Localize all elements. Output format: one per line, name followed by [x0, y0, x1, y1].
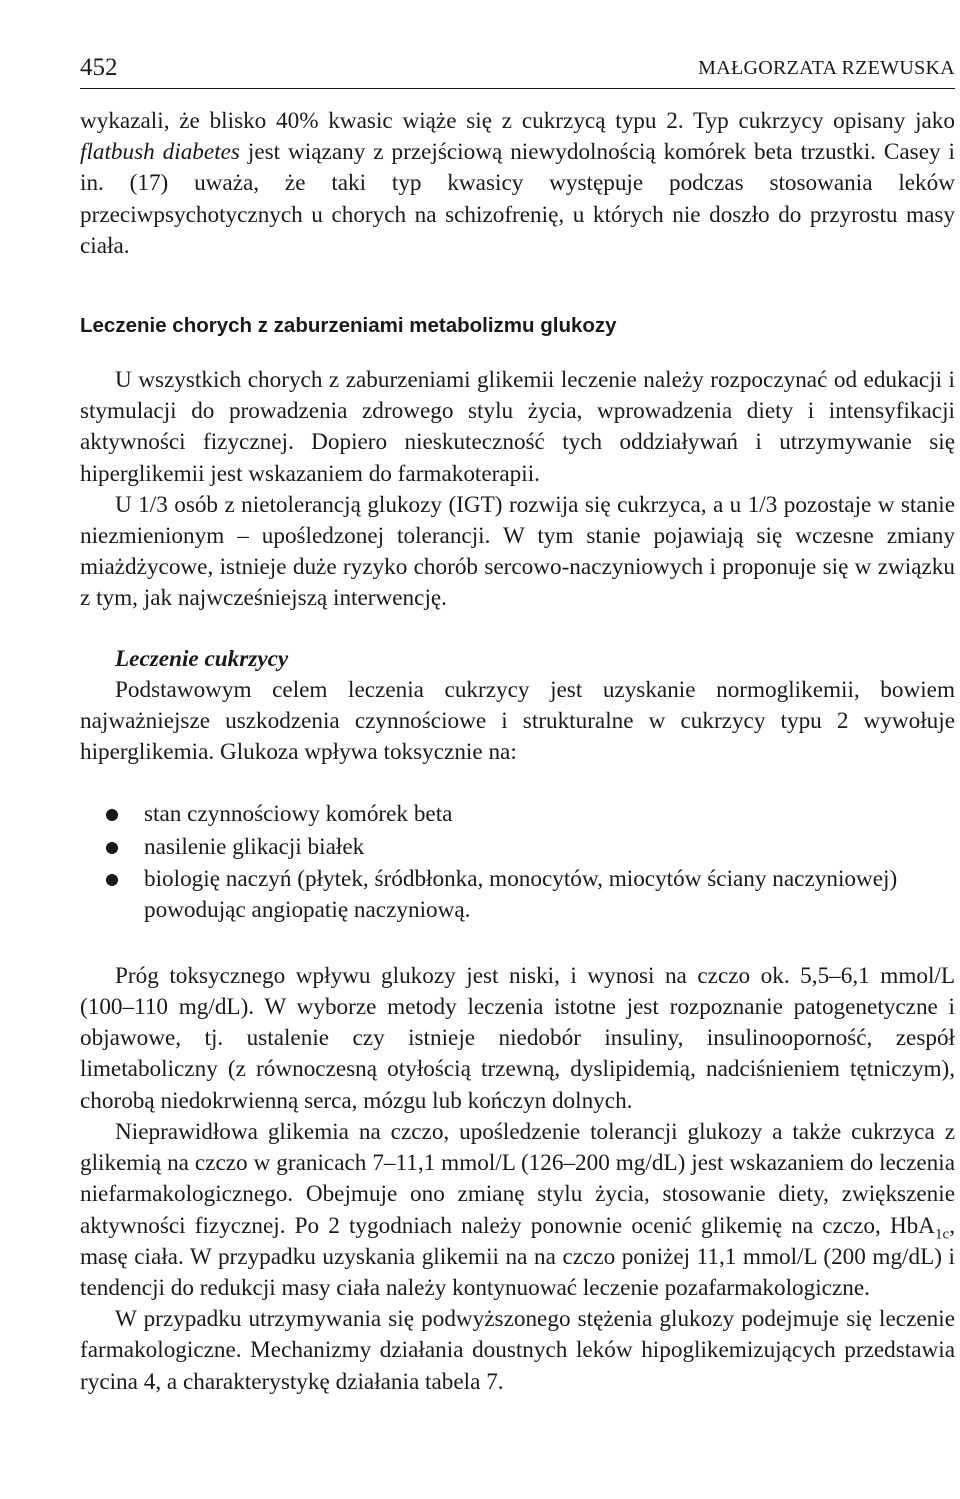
page-number: 452: [80, 54, 118, 81]
bullet-item: [80, 864, 955, 927]
bullet-dot-icon: [106, 874, 118, 886]
hba1c-subscript: 1c: [935, 1226, 950, 1243]
paragraph-3-text-end: , masę ciała. W przypadku uzyskania glikemii na na czczo poniżej 11,1 mmol/L (200 mg/dL) i tendencji do redukcji masy ciała należy kontynuować leczenie pozafarmakologiczne.: [80, 1212, 955, 1301]
spacer: [80, 341, 955, 365]
bullet-text: stan czynnościowy komórek beta: [144, 801, 453, 828]
intro-text-start: wykazali, że blisko 40% kwasic wiąże się z cukrzycą typu 2. Typ cukrzycy opisany jako: [80, 108, 955, 134]
subsection-heading: Leczenie cukrzycy: [115, 645, 289, 672]
spacer: [80, 768, 955, 799]
bullet-list: [80, 799, 955, 927]
bullet-text: biologię naczyń (płytek, śródbłonka, monocytów, miocytów ściany naczyniowej) powodując angiopatię naczyniową.: [144, 866, 898, 924]
intro-text-end: jest wiązany z przejściową niewydolnością komórek beta trzustki. Casey i in. (17) uważa, że taki typ kwasicy występuje podczas stosowania leków przeciwpsychotycznych u chorych na schizofrenię, u których nie doszło do przyrostu masy ciała.: [80, 139, 955, 259]
spacer: [80, 928, 955, 961]
page-body: [80, 106, 955, 1398]
running-head-author: MAŁGORZATA RZEWUSKA: [698, 57, 955, 79]
bullet-dot-icon: [106, 842, 118, 854]
bullet-item: [80, 832, 955, 863]
subsection-paragraph-4: W przypadku utrzymywania się podwyższonego stężenia glukozy podejmuje się leczenie farmakologiczne. Mechanizmy działania doustnych leków hipoglikemizujących przedstawia rycina 4, a charakterystykę działania tabela 7.: [80, 1306, 955, 1395]
section-paragraph-2: U 1/3 osób z nietolerancją glukozy (IGT) rozwija się cukrzyca, a u 1/3 pozostaje w stanie niezmienionym – upośledzonej tolerancji. W tym stanie pojawiają się wczesne zmiany miażdżycowe, istnieje duże ryzyko chorób sercowo-naczyniowych i proponuje się w związku z tym, jak najwcześniejszą interwencję.: [80, 491, 955, 612]
subsection-paragraph-2: Próg toksycznego wpływu glukozy jest niski, i wynosi na czczo ok. 5,5–6,1 mmol/L (100–110 mg/dL). W wyborze metody leczenia istotne jest rozpoznanie patogenetyczne i objawowe, tj. ustalenie czy istnieje niedobór insuliny, insulinooporność, zespół limetaboliczny (z równoczesną otyłością trzewną, dyslipidemią, nadciśnieniem tętniczym), chorobą niedokrwienną serca, mózgu lub kończyn dolnych.: [80, 962, 955, 1114]
intro-paragraph: [80, 106, 955, 262]
section-heading: Leczenie chorych z zaburzeniami metabolizmu glukozy: [80, 314, 617, 338]
spacer: [80, 262, 955, 310]
bullet-item: [80, 799, 955, 830]
bullet-text: nasilenie glikacji białek: [144, 833, 365, 860]
section-paragraph-1: U wszystkich chorych z zaburzeniami glikemii leczenie należy rozpoczynać od edukacji i stymulacji do prowadzenia zdrowego stylu życia, wprowadzenia diety i intensyfikacji aktywności fizycznej. Dopiero nieskuteczność tych oddziaływań i utrzymywanie się hiperglikemii jest wskazaniem do farmakoterapii.: [80, 367, 955, 487]
subsection-paragraph-3: [80, 1117, 955, 1304]
paragraph-3-text-start: Nieprawidłowa glikemia na czczo, upośledzenie tolerancji glukozy a także cukrzyca z glikemią na czczo w granicach 7–11,1 mmol/L (126–200 mg/dL) jest wskazaniem do leczenia niefarmakologicznego. Obejmuje ono zmianę stylu życia, stosowanie diety, zwiększenie aktywności fizycznej. Po 2 tygodniach należy ponownie ocenić glikemię na czczo, HbA: [80, 1118, 955, 1239]
page-header: [80, 48, 955, 89]
bullet-dot-icon: [106, 809, 118, 821]
spacer: [80, 615, 955, 644]
subsection-paragraph-1: Podstawowym celem leczenia cukrzycy jest uzyskanie normoglikemii, bowiem najważniejsze uszkodzenia czynnościowe i strukturalne w cukrzycy typu 2 wywołuje hiperglikemia. Glukoza wpływa toksycznie na:: [80, 676, 955, 766]
intro-italic-term: flatbush diabetes: [80, 139, 240, 166]
